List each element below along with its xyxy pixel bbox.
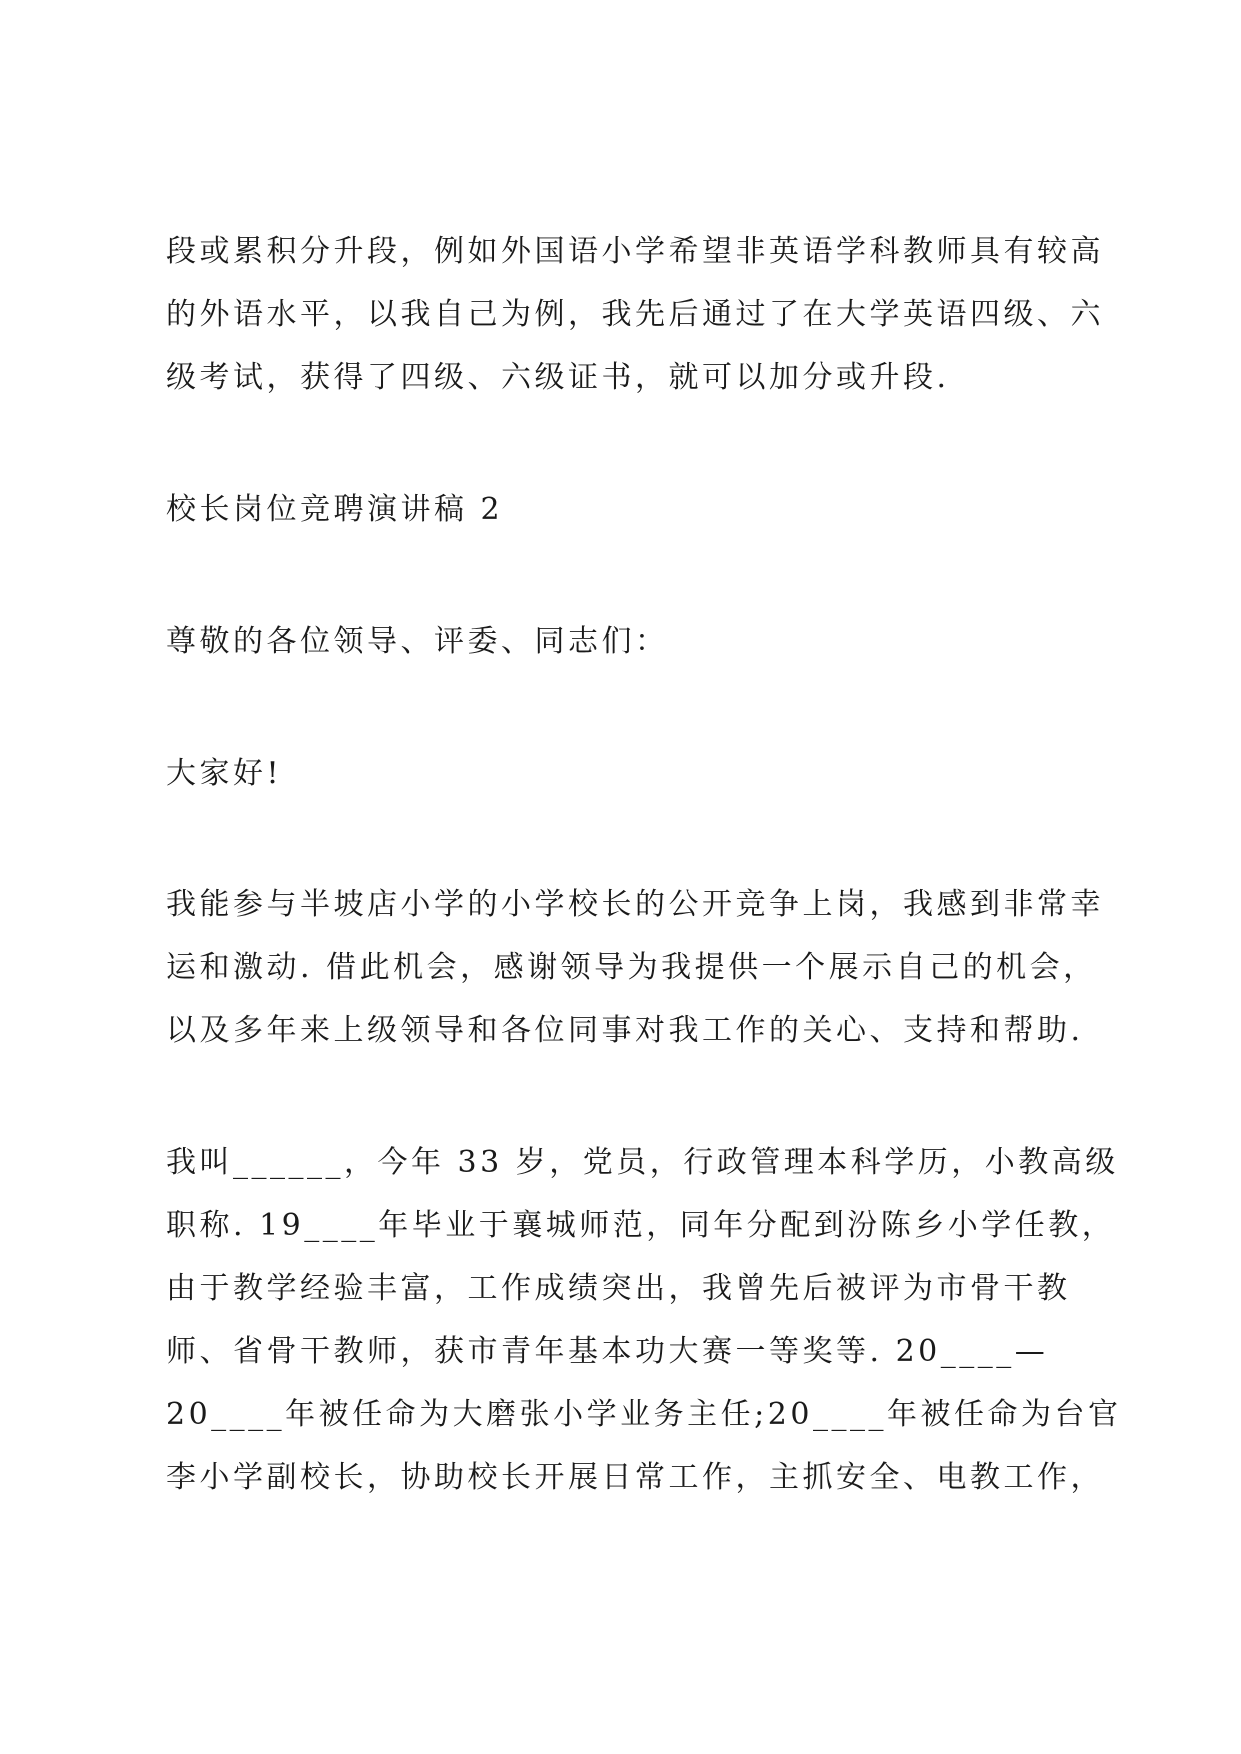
salutation: 尊敬的各位领导、评委、同志们： (166, 624, 669, 659)
text-line: 由于教学经验丰富，工作成绩突出，我曾先后被评为市骨干教 (166, 1271, 1071, 1306)
text-line: 职称. 19____年毕业于襄城师范，同年分配到汾陈乡小学任教， (166, 1208, 1116, 1243)
text-line: 以及多年来上级领导和各位同事对我工作的关心、支持和帮助. (166, 1013, 1084, 1048)
text-line: 20____年被任命为大磨张小学业务主任;20____年被任命为台官 (166, 1397, 1122, 1432)
text-line: 我叫______，今年 33 岁，党员，行政管理本科学历，小教高级 (166, 1145, 1119, 1180)
text-line: 我能参与半坡店小学的小学校长的公开竞争上岗，我感到非常幸 (166, 887, 1104, 922)
section-heading: 校长岗位竞聘演讲稿 2 (166, 492, 504, 527)
text-line: 的外语水平，以我自己为例，我先后通过了在大学英语四级、六 (166, 297, 1104, 332)
greeting: 大家好! (166, 756, 283, 791)
text-line: 段或累积分升段，例如外国语小学希望非英语学科教师具有较高 (166, 234, 1104, 269)
text-line: 级考试，获得了四级、六级证书，就可以加分或升段. (166, 360, 950, 395)
text-line: 运和激动. 借此机会，感谢领导为我提供一个展示自己的机会， (166, 950, 1097, 985)
text-line: 李小学副校长，协助校长开展日常工作，主抓安全、电教工作， (166, 1460, 1104, 1495)
text-line: 师、省骨干教师，获市青年基本功大赛一等奖等. 20____— (166, 1334, 1049, 1369)
